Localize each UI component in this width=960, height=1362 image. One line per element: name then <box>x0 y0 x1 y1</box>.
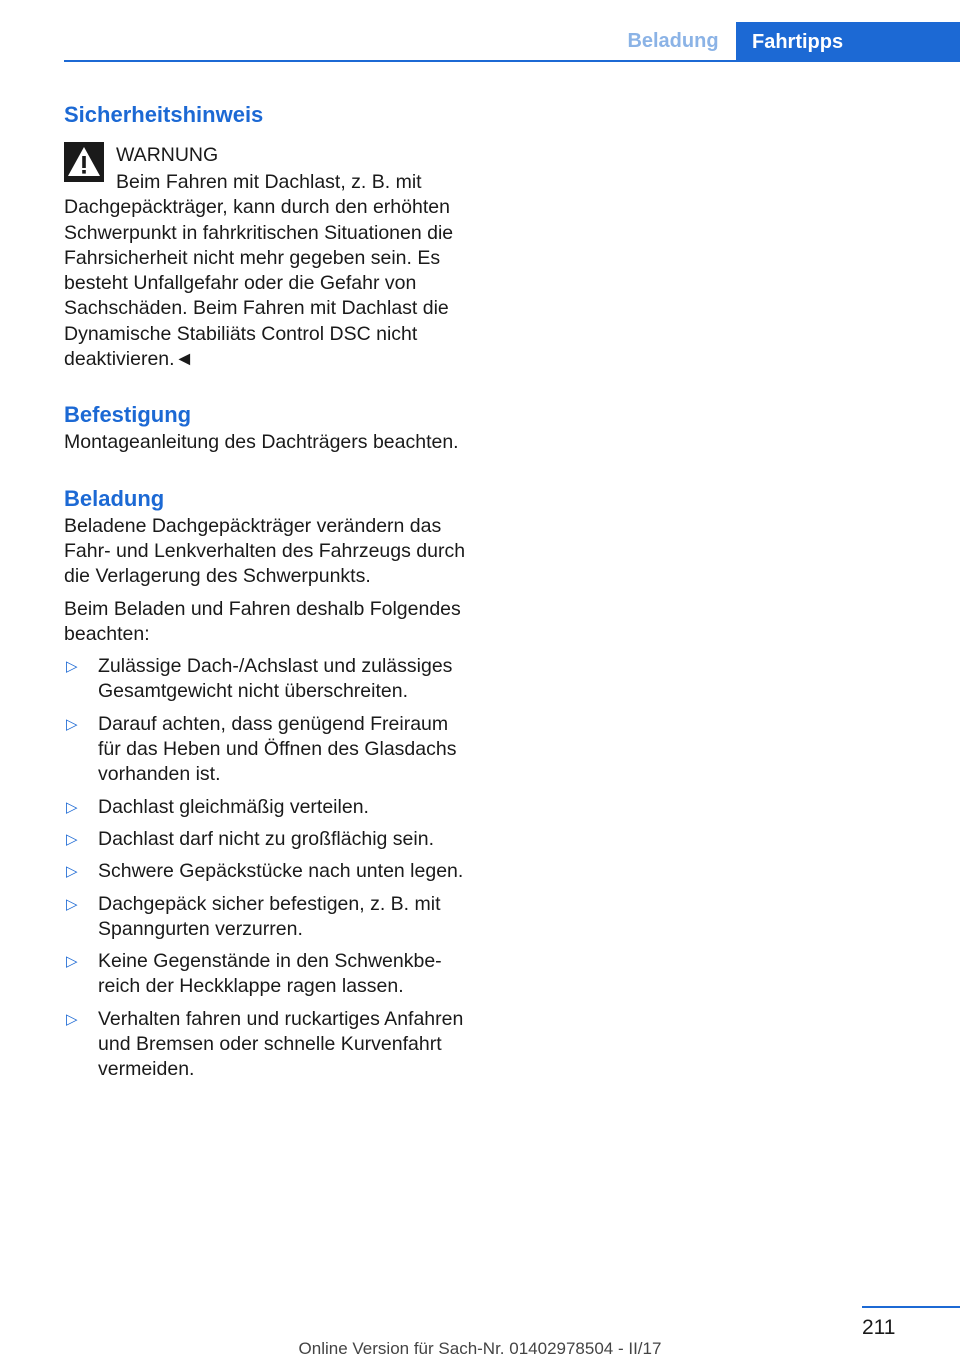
online-version-note: Online Version für Sach-Nr. 01402978504 - II/17 <box>298 1339 662 1358</box>
main-content <box>64 100 476 1090</box>
bullet-icon: ▷ <box>66 1010 78 1028</box>
list-item <box>64 892 476 943</box>
bullet-icon: ▷ <box>66 953 78 971</box>
list-item <box>64 827 476 852</box>
section-safety <box>64 100 476 372</box>
heading-safety: Sicherheitshinweis <box>64 102 264 127</box>
bullet-icon: ▷ <box>66 798 78 816</box>
heading-loading: Beladung <box>64 485 165 511</box>
page-header <box>0 0 960 62</box>
warning-block <box>64 140 476 372</box>
list-item-text: Dachlast darf nicht zu großflächig sein. <box>98 827 434 850</box>
heading-mounting: Befestigung <box>64 402 192 428</box>
list-item-text: Schwere Gepäckstücke nach unten legen. <box>98 860 464 883</box>
list-item <box>64 859 476 884</box>
warning-triangle-icon <box>64 142 104 182</box>
section-loading <box>64 484 476 1083</box>
list-item-text: Zulässige Dach-/Achslast und zulässiges Gesamtgewicht nicht überschreiten. <box>98 655 453 703</box>
loading-text-2: Beim Beladen und Fahren deshalb Folgendes beachten: <box>64 597 461 645</box>
tab-fahrtipps[interactable]: Fahrtipps <box>736 22 960 62</box>
tab-beladung[interactable]: Beladung <box>627 29 719 52</box>
list-item-text: Dachgepäck sicher befestigen, z. B. mit Spanngurten verzurren. <box>98 892 441 940</box>
list-item-text: Dachlast gleichmäßig verteilen. <box>98 795 369 818</box>
list-item-text: Darauf achten, dass genügend Freiraum für das Heben und Öffnen des Glasdachs vorhanden ist. <box>98 712 457 786</box>
bullet-icon: ▷ <box>66 830 78 848</box>
list-item-text: Keine Gegenstände in den Schwenkbe‐ reich der Heckklappe ragen lassen. <box>98 950 442 998</box>
list-item <box>64 1007 476 1083</box>
list-item <box>64 949 476 1000</box>
warning-text: Beim Fahren mit Dachlast, z. B. mit Dachgepäckträger, kann durch den erhöhten Schwerpunkt in fahrkritischen Situationen die Fahrsicherheit nicht mehr gegeben sein. Es besteht Unfallgefahr oder die Gefahr von Sachschäden. Beim Fahren mit Dachlast die Dynamische Stabiliäts Control DSC nicht deaktivieren.◄ <box>64 171 454 371</box>
bullet-icon: ▷ <box>66 715 78 733</box>
bullet-icon: ▷ <box>66 863 78 881</box>
footer-divider <box>862 1306 960 1308</box>
list-item <box>64 795 476 820</box>
mounting-text: Montageanleitung des Dachträgers beachten. <box>64 431 459 454</box>
list-item <box>64 654 476 705</box>
warning-title: WARNUNG <box>116 144 219 166</box>
bullet-icon: ▷ <box>66 658 78 676</box>
loading-list <box>64 654 476 1082</box>
page-number: 211 <box>862 1316 896 1339</box>
section-mounting <box>64 400 476 455</box>
bullet-icon: ▷ <box>66 895 78 913</box>
list-item <box>64 712 476 788</box>
list-item-text: Verhalten fahren und ruckartiges Anfahren und Bremsen oder schnelle Kurvenfahrt vermeiden. <box>98 1007 464 1081</box>
header-divider <box>64 60 960 62</box>
loading-text: Beladene Dachgepäckträger verändern das Fahr- und Lenkverhalten des Fahrzeugs durch die Verlagerung des Schwerpunkts. <box>64 514 466 588</box>
